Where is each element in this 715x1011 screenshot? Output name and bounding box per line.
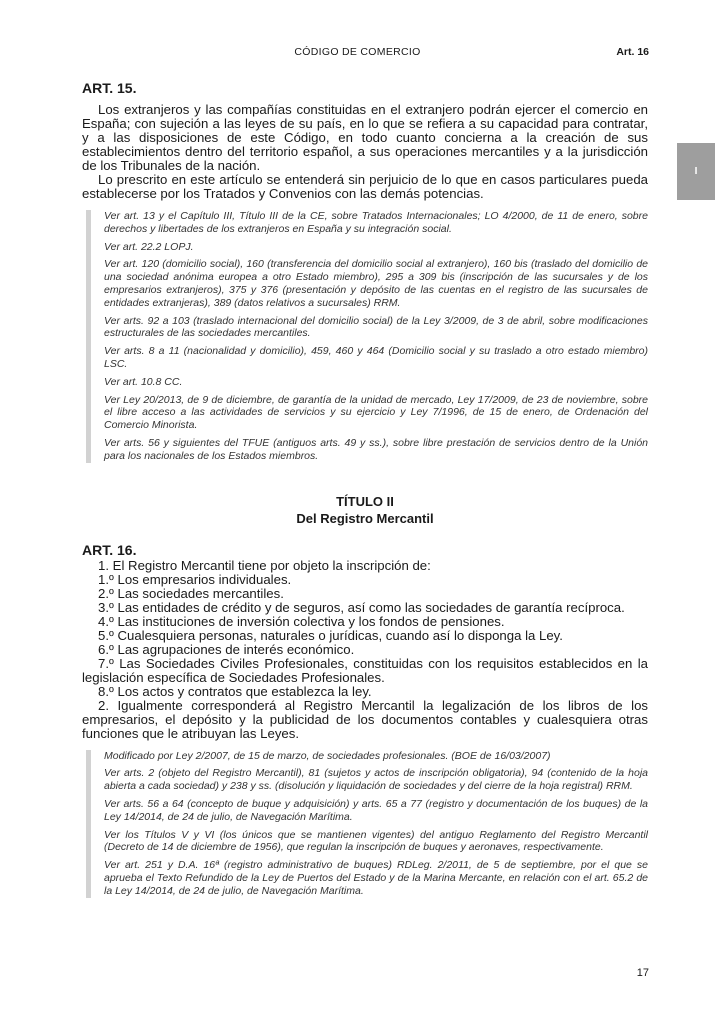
- list-item: 6.º Las agrupaciones de interés económico.: [98, 641, 355, 657]
- note: Ver art. 13 y el Capítulo III, Título III de la CE, sobre Tratados Internacionales; LO 4/2000, de 11 de enero, sobre derechos y libertades de los extranjeros en España y su integración social.: [104, 210, 648, 235]
- article-16-paragraph-2: 2. Igualmente corresponderá al Registro Mercantil la legalización de los libros de los empresarios, el depósito y la publicidad de los documentos contables y cualesquiera otras funciones que le atribuyan las Leyes.: [82, 697, 648, 741]
- article-15-notes: [86, 210, 648, 463]
- note: Ver arts. 2 (objeto del Registro Mercantil), 81 (sujetos y actos de inscripción obligatoria), 94 (contenido de la hoja abierta a cada sociedad) y 238 y ss. (disolución y liquidación de sociedades y del cierre de la hoja registral) RRM.: [104, 767, 648, 793]
- section-thumb-tab: I: [677, 143, 715, 200]
- list-item: 4.º Las instituciones de inversión colectiva y los fondos de pensiones.: [98, 613, 505, 629]
- list-item: 1.º Los empresarios individuales.: [98, 571, 292, 587]
- note: Ver art. 10.8 CC.: [104, 375, 183, 388]
- note: Ver arts. 8 a 11 (nacionalidad y domicilio), 459, 460 y 464 (Domicilio social y su traslado a otro estado miembro) LSC.: [104, 345, 648, 370]
- list-item: 8.º Los actos y contratos que establezca la ley.: [98, 683, 372, 699]
- article-16-notes: [86, 750, 648, 898]
- title-block: [82, 493, 648, 527]
- running-header-article: Art. 16: [616, 46, 649, 58]
- title-number: TÍTULO II: [336, 493, 394, 509]
- note: Ver los Títulos V y VI (los únicos que se mantienen vigentes) del antiguo Reglamento del Registro Mercantil (Decreto de 14 de diciembre de 1956), que regulan la inscripción de buques y aeronaves, respectivamente.: [104, 828, 648, 854]
- note: Ver arts. 56 a 64 (concepto de buque y adquisición) y arts. 65 a 77 (registro y documentación de los buques) de la Ley 14/2014, de 24 de julio, de Navegación Marítima.: [104, 797, 648, 823]
- note: Ver arts. 56 y siguientes del TFUE (antiguos arts. 49 y ss.), sobre libre prestación de servicios dentro de la Unión para los nacionales de los Estados miembros.: [104, 436, 648, 462]
- running-header-title: CÓDIGO DE COMERCIO: [294, 46, 421, 58]
- article-15-paragraph-2: Lo prescrito en este artículo se entenderá sin perjuicio de lo que en casos particulares pueda establecerse por los Tratados y Convenios con las demás potencias.: [82, 172, 648, 201]
- note: Ver art. 120 (domicilio social), 160 (transferencia del domicilio social al extranjero), 160 bis (traslado del domicilio de una sociedad anónima europea a otro Estado miembro), 295 a 309 bis (inscripción de las sucursales y de los empresarios extranjeros), 375 y 376 (presentación y depósito de las cuentas en el registro de las sucursales de entidades extranjeras), 389 (datos relativos a sucursales) RRM.: [104, 258, 648, 309]
- page-content: [82, 80, 648, 898]
- page-number: 17: [636, 967, 649, 979]
- note: Modificado por Ley 2/2007, de 15 de marzo, de sociedades profesionales. (BOE de 16/03/2007): [104, 749, 551, 762]
- note: Ver Ley 20/2013, de 9 de diciembre, de garantía de la unidad de mercado, Ley 17/2009, de 23 de noviembre, sobre el libre acceso a las actividades de servicios y su ejercicio y Ley 7/1996, de 15 de enero, de Ordenación del Comercio Minorista.: [104, 393, 648, 432]
- article-15-paragraph-1: Los extranjeros y las compañías constituidas en el extranjero podrán ejercer el comercio en España; con sujeción a las leyes de su país, en lo que se refiera a su capacidad para contratar, y a las disposiciones de este Código, en todo cuanto concierna a la creación de sus establecimientos dentro del territorio español, a sus operaciones mercantiles y a la jurisdicción de los Tribunales de la nación.: [82, 102, 648, 173]
- article-16-intro: 1. El Registro Mercantil tiene por objeto la inscripción de:: [98, 557, 431, 573]
- list-item: 7.º Las Sociedades Civiles Profesionales, constituidas con los requisitos establecidos en la legislación específica de Sociedades Profesionales.: [82, 655, 648, 685]
- note: Ver arts. 92 a 103 (traslado internacional del domicilio social) de la Ley 3/2009, de 3 de abril, sobre modificaciones estructurales de las sociedades mercantiles.: [104, 314, 648, 340]
- note: Ver art. 22.2 LOPJ.: [104, 240, 194, 253]
- list-item: 3.º Las entidades de crédito y de seguros, así como las sociedades de garantía recíproca.: [98, 599, 625, 615]
- title-name: Del Registro Mercantil: [296, 510, 434, 526]
- note: Ver art. 251 y D.A. 16ª (registro administrativo de buques) RDLeg. 2/2011, de 5 de septiembre, por el que se aprueba el Texto Refundido de la Ley de Puertos del Estado y de la Marina Mercante, en relación con el art. 65.2 de la Ley 14/2014, de 24 de julio, de Navegación Marítima.: [104, 859, 648, 897]
- article-15-heading: ART. 15.: [82, 80, 137, 96]
- list-item: 2.º Las sociedades mercantiles.: [98, 585, 284, 601]
- article-16-heading: ART. 16.: [82, 541, 137, 558]
- list-item: 5.º Cualesquiera personas, naturales o jurídicas, cuando así lo disponga la Ley.: [98, 627, 563, 643]
